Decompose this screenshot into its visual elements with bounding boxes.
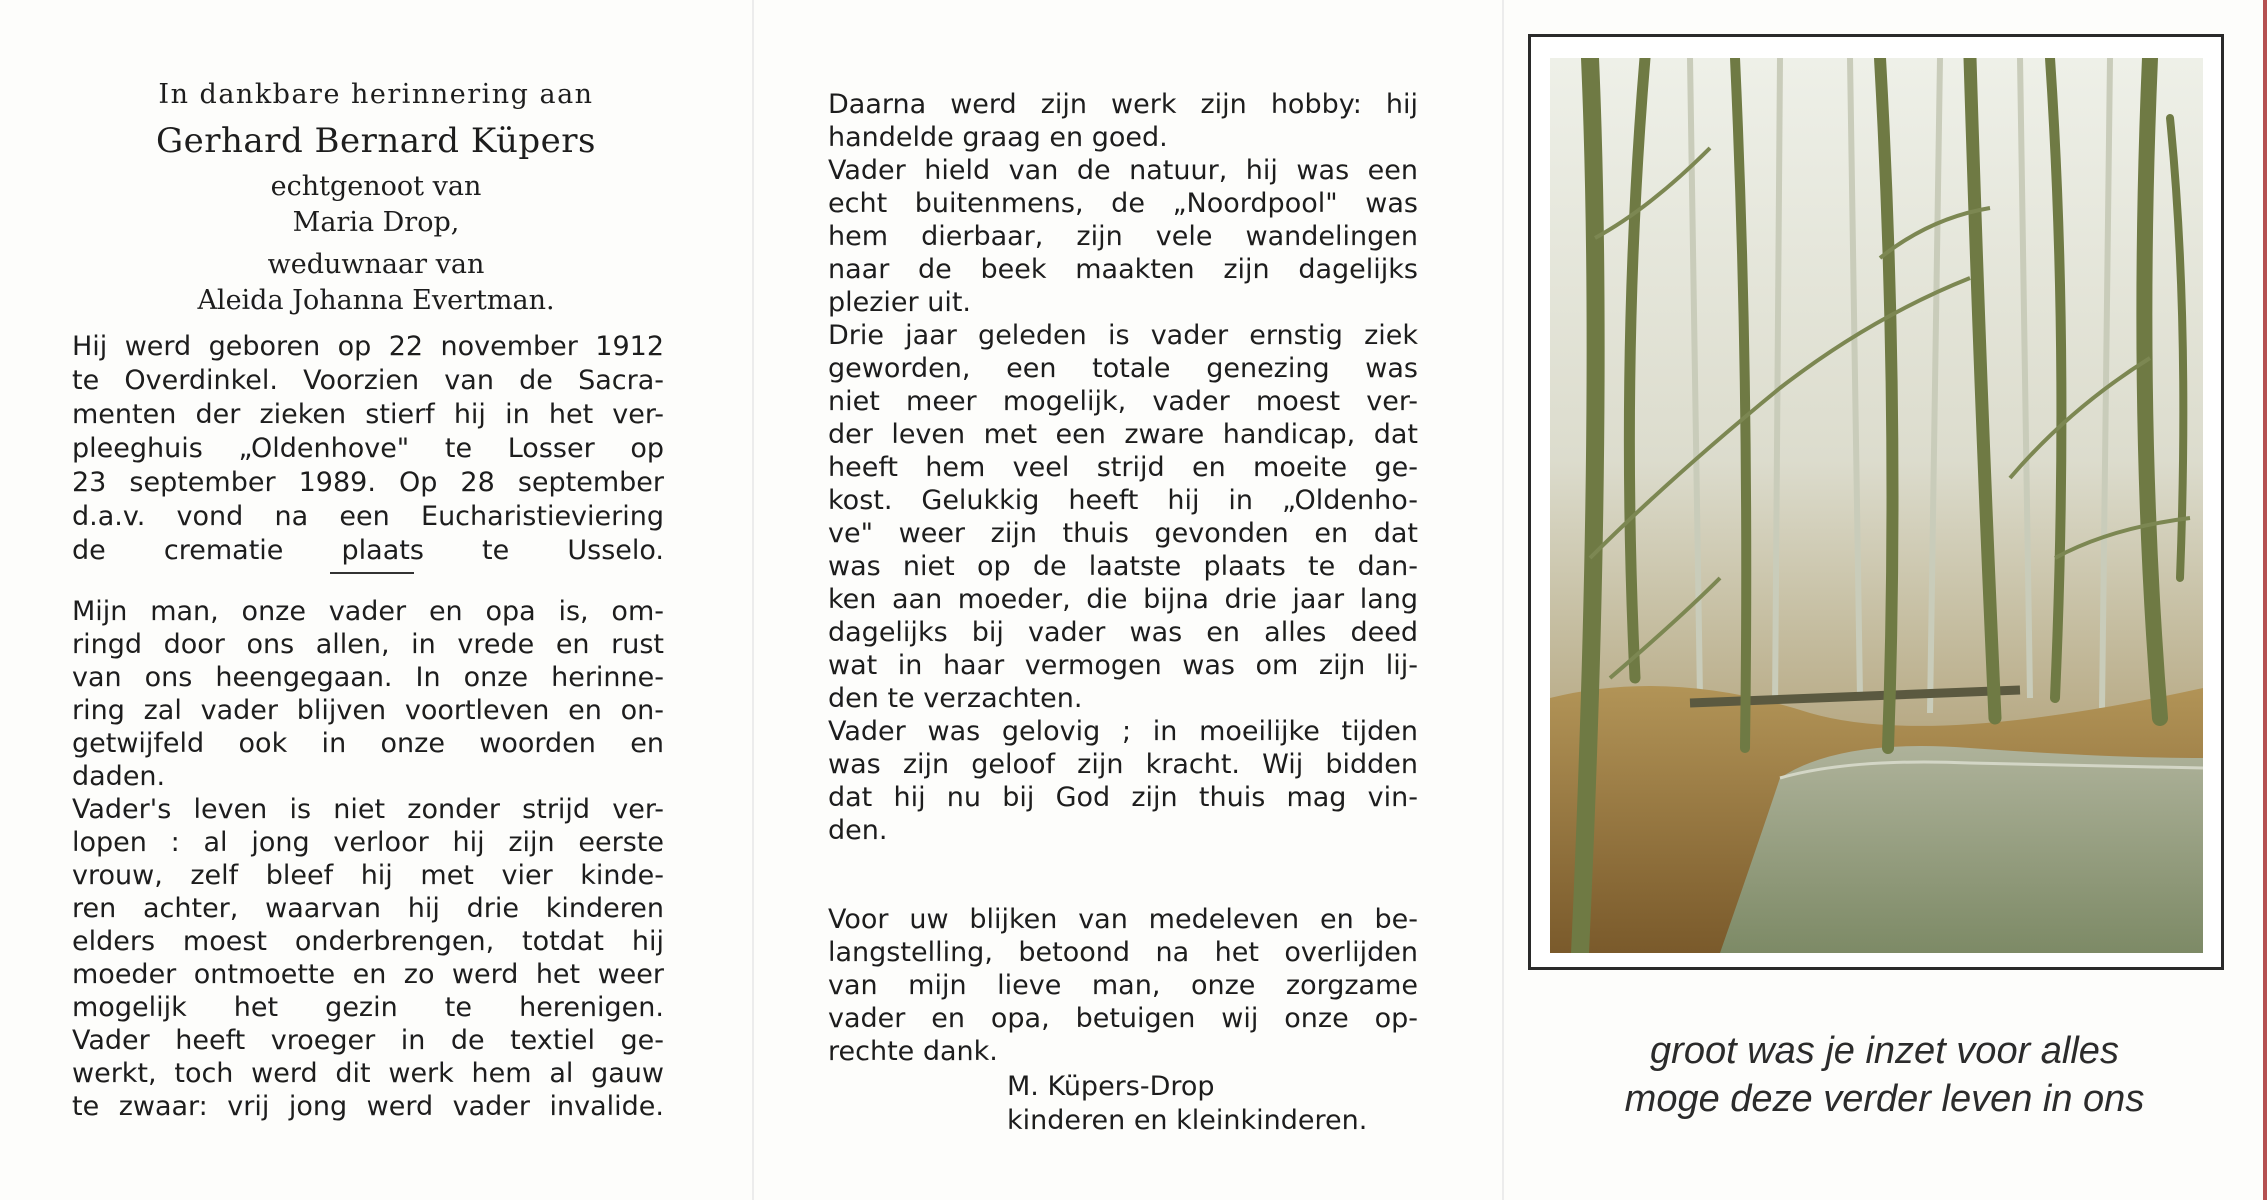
text-line: Drie jaar geleden is vader ernstig ziek: [828, 320, 1418, 351]
intro-line: In dankbare herinnering aan: [158, 79, 594, 110]
text-line: elders moest onderbrengen, totdat hij: [72, 926, 664, 957]
text-line: heeft hem veel strijd en moeite ge-: [828, 452, 1418, 483]
text-line: ring zal vader blijven voortleven en on-: [72, 695, 664, 726]
text-line: getwijfeld ook in onze woorden en: [72, 728, 664, 759]
text-line: wat in haar vermogen was om zijn lij-: [828, 650, 1418, 681]
text-line: rechte dank.: [828, 1036, 998, 1067]
text-line: te Overdinkel. Voorzien van de Sacra-: [72, 365, 664, 396]
text-line: ringd door ons allen, in vrede en rust: [72, 629, 664, 660]
text-line: te zwaar: vrij jong werd vader invalide.: [72, 1091, 664, 1122]
card-edge: [2263, 0, 2267, 1200]
signature: M. Küpers-Drop: [1007, 1071, 1215, 1102]
text-line: daden.: [72, 761, 166, 792]
deceased-name: Gerhard Bernard Küpers: [155, 121, 597, 161]
text-line: Daarna werd zijn werk zijn hobby: hij: [828, 89, 1418, 120]
text-line: vrouw, zelf bleef hij met vier kinde-: [72, 860, 664, 891]
text-line: d.a.v. vond na een Eucharistieviering: [72, 501, 664, 532]
text-line: plezier uit.: [828, 287, 972, 318]
fold-line: [1502, 0, 1504, 1200]
text-line: was niet op de laatste plaats te dan-: [828, 551, 1418, 582]
text-line: werkt, toch werd dit werk hem al gauw: [72, 1058, 664, 1089]
text-line: ken aan moeder, die bijna drie jaar lang: [828, 584, 1418, 615]
text-line: van mijn lieve man, onze zorgzame: [828, 970, 1418, 1001]
text-line: hem dierbaar, zijn vele wandelingen: [828, 221, 1418, 252]
spouse-name: Maria Drop,: [292, 207, 460, 238]
widower-label: weduwnaar van: [267, 249, 485, 280]
text-line: den.: [828, 815, 888, 846]
text-line: Mijn man, onze vader en opa is, om-: [72, 596, 664, 627]
text-line: der leven met een zware handicap, dat: [828, 419, 1418, 450]
text-line: Vader was gelovig ; in moeilijke tijden: [828, 716, 1418, 747]
text-line: menten der zieken stierf hij in het ver-: [72, 399, 664, 430]
text-line: langstelling, betoond na het overlijden: [828, 937, 1418, 968]
text-line: pleeghuis „Oldenhove" te Losser op: [72, 433, 664, 464]
text-line: van ons heengegaan. In onze herinne-: [72, 662, 664, 693]
text-line: moeder ontmoette en zo werd het weer: [72, 959, 664, 990]
text-line: was zijn geloof zijn kracht. Wij bidden: [828, 749, 1418, 780]
middle-panel: [752, 0, 1502, 1200]
text-line: lopen : al jong verloor hij zijn eerste: [72, 827, 664, 858]
text-line: handelde graag en goed.: [828, 122, 1168, 153]
text-line: de crematie plaats te Usselo.: [72, 535, 664, 566]
misty-forest-stream-photo: [1550, 58, 2203, 953]
text-line: naar de beek maakten zijn dagelijks: [828, 254, 1418, 285]
text-line: mogelijk het gezin te herenigen.: [72, 992, 664, 1023]
text-line: ren achter, waarvan hij drie kinderen: [72, 893, 664, 924]
late-wife-name: Aleida Johanna Evertman.: [197, 285, 555, 316]
text-line: Vader heeft vroeger in de textiel ge-: [72, 1025, 664, 1056]
text-line: Vader's leven is niet zonder strijd ver-: [72, 794, 664, 825]
text-line: niet meer mogelijk, vader moest ver-: [828, 386, 1418, 417]
text-line: kost. Gelukkig heeft hij in „Oldenho-: [828, 485, 1418, 516]
text-line: dagelijks bij vader was en alles deed: [828, 617, 1418, 648]
text-line: vader en opa, betuigen wij onze op-: [828, 1003, 1418, 1034]
separator: [330, 572, 414, 574]
left-panel: [0, 0, 752, 1200]
text-line: echt buitenmens, de „Noordpool" was: [828, 188, 1418, 219]
signature-sub: kinderen en kleinkinderen.: [1007, 1105, 1368, 1136]
text-line: Vader hield van de natuur, hij was een: [828, 155, 1418, 186]
text-line: Hij werd geboren op 22 november 1912: [72, 331, 664, 362]
verse-line-1: groot was je inzet voor alles: [1650, 1030, 2119, 1072]
text-line: Voor uw blijken van medeleven en be-: [828, 904, 1418, 935]
text-line: ve" weer zijn thuis gevonden en dat: [828, 518, 1418, 549]
verse-line-2: moge deze verder leven in ons: [1624, 1078, 2145, 1120]
text-line: den te verzachten.: [828, 683, 1083, 714]
text-line: 23 september 1989. Op 28 september: [72, 467, 664, 498]
text-line: dat hij nu bij God zijn thuis mag vin-: [828, 782, 1418, 813]
spouse-label: echtgenoot van: [270, 171, 482, 202]
text-line: geworden, een totale genezing was: [828, 353, 1418, 384]
